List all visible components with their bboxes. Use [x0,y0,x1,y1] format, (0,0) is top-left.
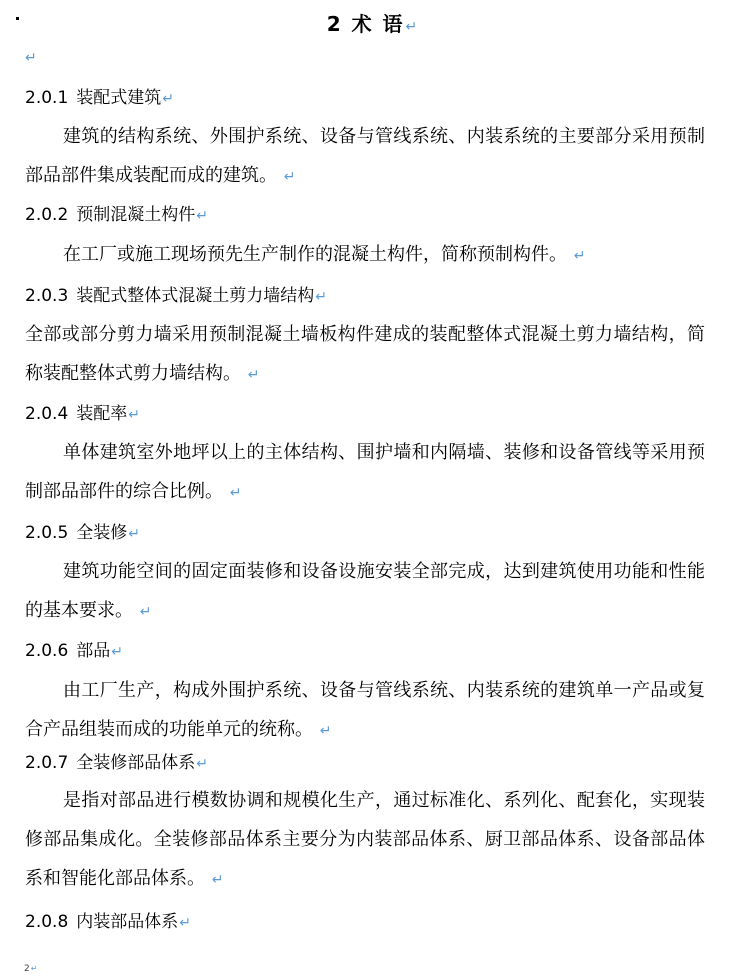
term-name: 装配率 [76,404,128,424]
term-number: 2.0.5 [25,523,69,543]
paragraph-mark-icon: ↵ [573,248,586,264]
paragraph-mark-icon: ↵ [162,91,174,107]
term-heading-2-0-5 [25,521,705,546]
definition-text: 建筑功能空间的固定面装修和设备设施安装全部完成，达到建筑使用功能和性能的基本要求。 [25,561,705,621]
paragraph-mark-icon: ↵ [128,407,140,423]
term-definition-2-0-1 [25,117,705,197]
term-definition-2-0-5 [25,552,705,632]
definition-text: 建筑的结构系统、外围护系统、设备与管线系统、内装系统的主要部分采用预制部品部件集成装配而成的建筑。 [25,126,705,186]
term-heading-2-0-3 [25,284,705,309]
page-number: 2 [24,964,30,974]
paragraph-mark-icon: ↵ [319,723,332,739]
definition-text: 全部或部分剪力墙采用预制混凝土墙板构件建成的装配整体式混凝土剪力墙结构，简称装配整体式剪力墙结构。 [25,324,705,384]
term-heading-2-0-8 [25,910,705,935]
term-number: 2.0.8 [25,912,69,932]
term-heading-2-0-4 [25,402,705,427]
chapter-title-text: 2 术 语 [326,12,405,36]
paragraph-mark-icon: ↵ [229,485,242,501]
page-footer [24,964,37,974]
term-number: 2.0.4 [25,404,69,424]
paragraph-mark-icon: ↵ [211,872,224,888]
term-number: 2.0.6 [25,641,69,661]
empty-paragraph-mark-icon: ↵ [25,50,37,66]
term-heading-2-0-1 [25,86,705,111]
term-definition-2-0-3 [25,315,705,395]
paragraph-mark-icon: ↵ [30,964,38,973]
term-name: 装配式建筑 [76,88,162,108]
paragraph-mark-icon: ↵ [196,756,208,772]
paragraph-mark-icon: ↵ [247,367,260,383]
term-number: 2.0.1 [25,88,69,108]
term-name: 部品 [76,641,111,661]
term-definition-2-0-7 [25,781,705,900]
paragraph-mark-icon: ↵ [139,604,152,620]
term-definition-2-0-2 [25,235,705,276]
term-name: 全装修部品体系 [76,753,196,773]
definition-text: 是指对部品进行模数协调和规模化生产，通过标准化、系列化、配套化，实现装修部品集成化。全装修部品体系主要分为内装部品体系、厨卫部品体系、设备部品体系和智能化部品体系。 [25,790,705,889]
chapter-title [0,8,746,37]
term-number: 2.0.2 [25,205,69,225]
term-name: 全装修 [76,523,128,543]
term-definition-2-0-4 [25,433,705,513]
paragraph-mark-icon: ↵ [196,208,208,224]
term-name: 内装部品体系 [76,912,179,932]
term-name: 装配式整体式混凝土剪力墙结构 [76,286,315,306]
paragraph-mark-icon: ↵ [128,526,140,542]
paragraph-mark-icon: ↵ [315,289,327,305]
term-heading-2-0-2 [25,203,705,228]
definition-text: 单体建筑室外地坪以上的主体结构、围护墙和内隔墙、装修和设备管线等采用预制部品部件的综合比例。 [25,442,705,502]
term-number: 2.0.7 [25,753,69,773]
term-number: 2.0.3 [25,286,69,306]
term-name: 预制混凝土构件 [76,205,196,225]
paragraph-mark-icon: ↵ [283,169,296,185]
term-heading-2-0-6 [25,639,705,664]
definition-text: 由工厂生产，构成外围护系统、设备与管线系统、内装系统的建筑单一产品或复合产品组装而成的功能单元的统称。 [25,680,705,740]
paragraph-mark-icon: ↵ [179,915,191,931]
definition-text: 在工厂或施工现场预先生产制作的混凝土构件，简称预制构件。 [63,244,567,265]
term-heading-2-0-7 [25,751,705,776]
term-definition-2-0-6 [25,671,705,751]
paragraph-mark-icon: ↵ [111,644,123,660]
paragraph-mark-icon: ↵ [405,19,420,35]
